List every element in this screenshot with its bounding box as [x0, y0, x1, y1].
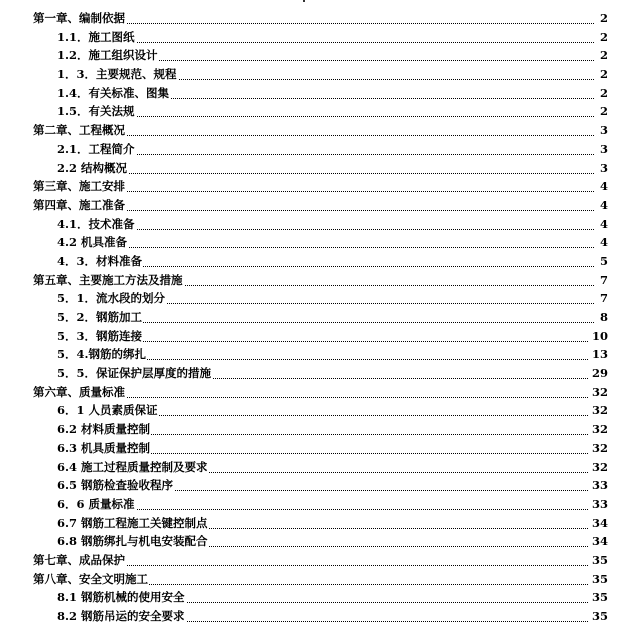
toc-entry-label[interactable]: 1.5．有关法规 [57, 102, 136, 121]
toc-entry-label[interactable]: 6．6 质量标准 [57, 495, 136, 514]
toc-entry-label[interactable]: 5．4.钢筋的绑扎 [57, 345, 147, 364]
toc-entry-label[interactable]: 第四章、施工准备 [33, 196, 126, 215]
toc-dot-leader [57, 116, 594, 117]
toc-page-number: 35 [588, 588, 608, 607]
toc-entry-label[interactable]: 6．1 人员素质保证 [57, 401, 159, 420]
toc-entry-label[interactable]: 第二章、工程概况 [33, 121, 126, 140]
toc-section-entry[interactable] [0, 46, 628, 65]
toc-page-number: 35 [588, 607, 608, 626]
toc-dot-leader [57, 247, 594, 248]
toc-entry-label[interactable]: 4．3．材料准备 [57, 252, 143, 271]
toc-section-entry[interactable] [0, 252, 628, 271]
toc-chapter-entry[interactable] [0, 271, 628, 290]
toc-page-number: 13 [588, 345, 608, 364]
toc-page-number: 32 [588, 439, 608, 458]
toc-page-number: 29 [588, 364, 608, 383]
toc-page-number: 2 [594, 102, 608, 121]
toc-page-number: 2 [594, 9, 608, 28]
toc-entry-label[interactable]: 第六章、质量标准 [33, 383, 126, 402]
toc-section-entry[interactable] [0, 458, 628, 477]
toc-page-number: 4 [594, 233, 608, 252]
toc-section-entry[interactable] [0, 420, 628, 439]
toc-page-number: 4 [594, 215, 608, 234]
toc-section-entry[interactable] [0, 84, 628, 103]
toc-page-number: 2 [594, 84, 608, 103]
toc-page-number: 32 [588, 401, 608, 420]
toc-entry-label[interactable]: 2.1．工程简介 [57, 140, 136, 159]
toc-entry-label[interactable]: 1.1．施工图纸 [57, 28, 136, 47]
toc-page-number: 7 [594, 289, 608, 308]
toc-page-number: 3 [594, 159, 608, 178]
toc-page-number: 10 [588, 327, 608, 346]
toc-entry-label[interactable]: 第三章、施工安排 [33, 177, 126, 196]
toc-entry-label[interactable]: 第八章、安全文明施工 [33, 570, 149, 589]
toc-section-entry[interactable] [0, 215, 628, 234]
toc-page-number: 33 [588, 495, 608, 514]
toc-entry-label[interactable]: 第七章、成品保护 [33, 551, 126, 570]
toc-page-number: 35 [588, 570, 608, 589]
toc-page-number: 3 [594, 121, 608, 140]
toc-entry-label[interactable]: 5．3．钢筋连接 [57, 327, 143, 346]
table-of-contents [0, 9, 628, 626]
toc-entry-label[interactable]: 第五章、主要施工方法及措施 [33, 271, 184, 290]
toc-section-entry[interactable] [0, 401, 628, 420]
toc-entry-label[interactable]: 4.1．技术准备 [57, 215, 136, 234]
toc-page-number: 2 [594, 46, 608, 65]
toc-section-entry[interactable] [0, 159, 628, 178]
toc-entry-label[interactable]: 5．5．保证保护层厚度的措施 [57, 364, 212, 383]
toc-section-entry[interactable] [0, 65, 628, 84]
toc-page-number: 2 [594, 28, 608, 47]
toc-section-entry[interactable] [0, 327, 628, 346]
toc-page-number: 34 [588, 532, 608, 551]
toc-chapter-entry[interactable] [0, 177, 628, 196]
toc-entry-label[interactable]: 6.2 材料质量控制 [57, 420, 151, 439]
toc-section-entry[interactable] [0, 439, 628, 458]
toc-chapter-entry[interactable] [0, 551, 628, 570]
toc-page-number: 32 [588, 458, 608, 477]
toc-entry-label[interactable]: 6.8 钢筋绑扎与机电安装配合 [57, 532, 209, 551]
toc-page-number: 2 [594, 65, 608, 84]
toc-entry-label[interactable]: 5．1．流水段的划分 [57, 289, 166, 308]
toc-entry-label[interactable]: 1.4．有关标准、图集 [57, 84, 170, 103]
toc-entry-label[interactable]: 2.2 结构概况 [57, 159, 128, 178]
toc-chapter-entry[interactable] [0, 383, 628, 402]
toc-entry-label[interactable]: 8.1 钢筋机械的使用安全 [57, 588, 186, 607]
toc-page-number: 4 [594, 177, 608, 196]
toc-dot-leader [57, 42, 594, 43]
toc-section-entry[interactable] [0, 289, 628, 308]
toc-section-entry[interactable] [0, 364, 628, 383]
toc-entry-label[interactable]: 6.3 机具质量控制 [57, 439, 151, 458]
toc-section-entry[interactable] [0, 308, 628, 327]
toc-section-entry[interactable] [0, 588, 628, 607]
toc-page-number: 3 [594, 140, 608, 159]
toc-chapter-entry[interactable] [0, 196, 628, 215]
toc-chapter-entry[interactable] [0, 570, 628, 589]
toc-page-number: 7 [594, 271, 608, 290]
toc-dot-leader [57, 509, 594, 510]
toc-section-entry[interactable] [0, 607, 628, 626]
toc-page-number: 32 [588, 420, 608, 439]
toc-section-entry[interactable] [0, 102, 628, 121]
toc-section-entry[interactable] [0, 495, 628, 514]
toc-page-number: 35 [588, 551, 608, 570]
toc-page-number: 33 [588, 476, 608, 495]
toc-entry-label[interactable]: 6.4 施工过程质量控制及要求 [57, 458, 209, 477]
toc-entry-label[interactable]: 第一章、编制依据 [33, 9, 126, 28]
toc-dot-leader [57, 173, 594, 174]
toc-section-entry[interactable] [0, 476, 628, 495]
toc-section-entry[interactable] [0, 345, 628, 364]
toc-entry-label[interactable]: 1.2．施工组织设计 [57, 46, 159, 65]
toc-section-entry[interactable] [0, 514, 628, 533]
toc-entry-label[interactable]: 6.5 钢筋检查验收程序 [57, 476, 174, 495]
toc-entry-label[interactable]: 1．3．主要规范、规程 [57, 65, 178, 84]
toc-entry-label[interactable]: 4.2 机具准备 [57, 233, 128, 252]
toc-chapter-entry[interactable] [0, 121, 628, 140]
toc-chapter-entry[interactable] [0, 9, 628, 28]
toc-page-number: 32 [588, 383, 608, 402]
toc-entry-label[interactable]: 6.7 钢筋工程施工关键控制点 [57, 514, 209, 533]
toc-section-entry[interactable] [0, 28, 628, 47]
toc-section-entry[interactable] [0, 233, 628, 252]
toc-dot-leader [57, 154, 594, 155]
toc-page-number: 34 [588, 514, 608, 533]
toc-section-entry[interactable] [0, 532, 628, 551]
toc-dot-leader [57, 229, 594, 230]
toc-section-entry[interactable] [0, 140, 628, 159]
toc-entry-label[interactable]: 8.2 钢筋吊运的安全要求 [57, 607, 186, 626]
toc-page-number: 8 [594, 308, 608, 327]
toc-page-number: 5 [594, 252, 608, 271]
toc-entry-label[interactable]: 5．2．钢筋加工 [57, 308, 143, 327]
page-top-mark [303, 0, 305, 2]
toc-page-number: 4 [594, 196, 608, 215]
